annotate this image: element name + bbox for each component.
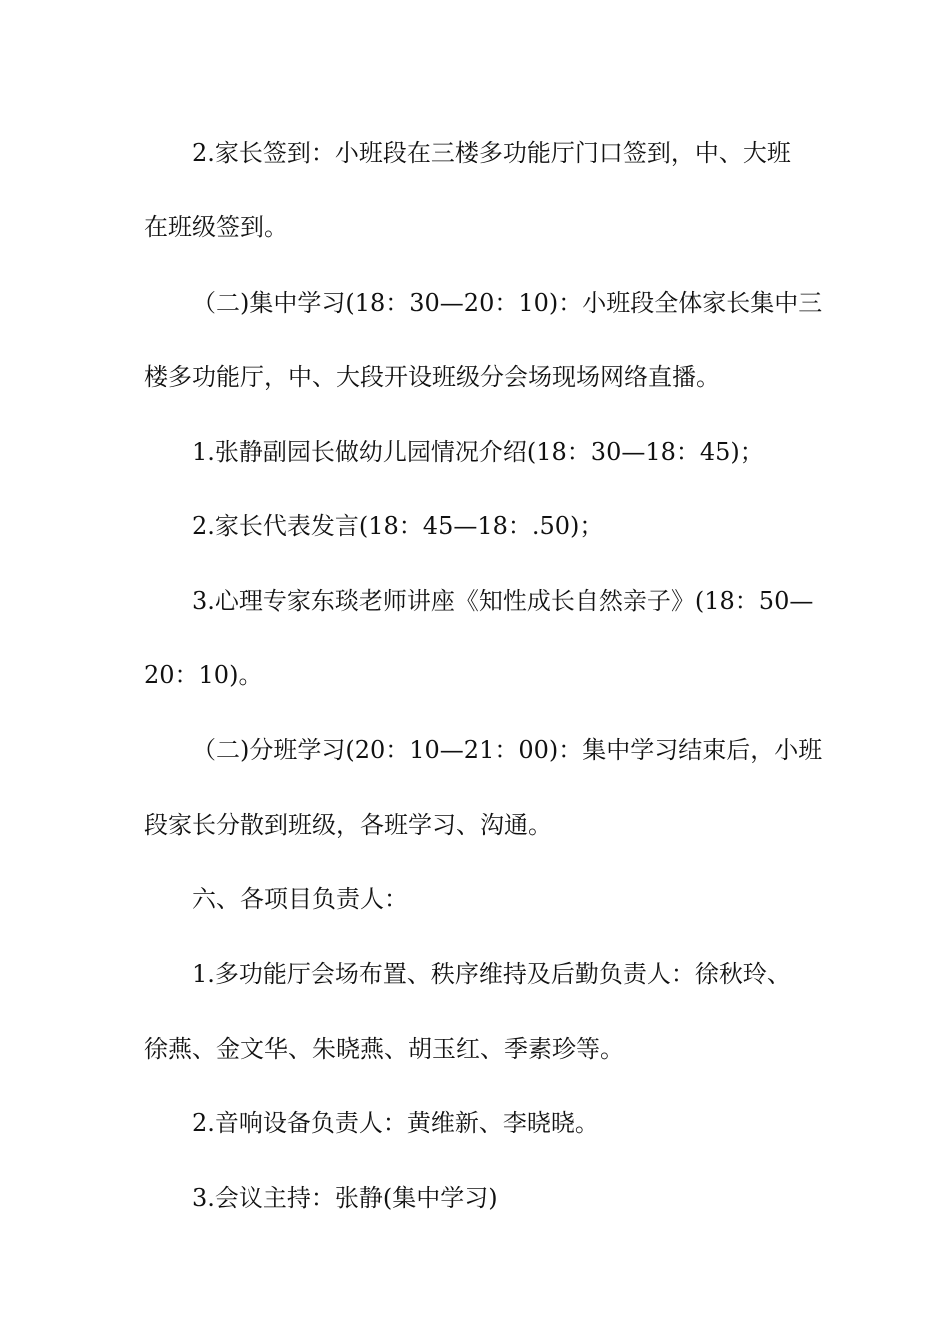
paragraph-line: 段家长分散到班级，各班学习、沟通。 <box>144 811 552 839</box>
paragraph-line: 徐燕、金文华、朱晓燕、胡玉红、季素珍等。 <box>144 1035 624 1063</box>
paragraph-line: 2.家长签到：小班段在三楼多功能厅门口签到，中、大班 <box>192 139 791 167</box>
paragraph-line: （二)集中学习(18：30—20：10)：小班段全体家长集中三 <box>192 289 823 317</box>
paragraph-line: 在班级签到。 <box>144 213 288 241</box>
paragraph-line: 2.音响设备负责人：黄维新、李晓晓。 <box>192 1109 599 1137</box>
paragraph-line: 2.家长代表发言(18：45—18：.50)； <box>192 512 604 540</box>
paragraph-line: 楼多功能厅，中、大段开设班级分会场现场网络直播。 <box>144 363 720 391</box>
section-heading: 六、各项目负责人： <box>192 885 408 913</box>
paragraph-line: 20：10)。 <box>144 661 263 689</box>
paragraph-line: 1.张静副园长做幼儿园情况介绍(18：30—18：45)； <box>192 438 764 466</box>
paragraph-line: 3.心理专家东琰老师讲座《知性成长自然亲子》(18：50— <box>192 587 814 615</box>
paragraph-line: 3.会议主持：张静(集中学习) <box>192 1184 498 1212</box>
paragraph-line: （二)分班学习(20：10—21：00)：集中学习结束后，小班 <box>192 736 823 764</box>
paragraph-line: 1.多功能厅会场布置、秩序维持及后勤负责人：徐秋玲、 <box>192 960 791 988</box>
